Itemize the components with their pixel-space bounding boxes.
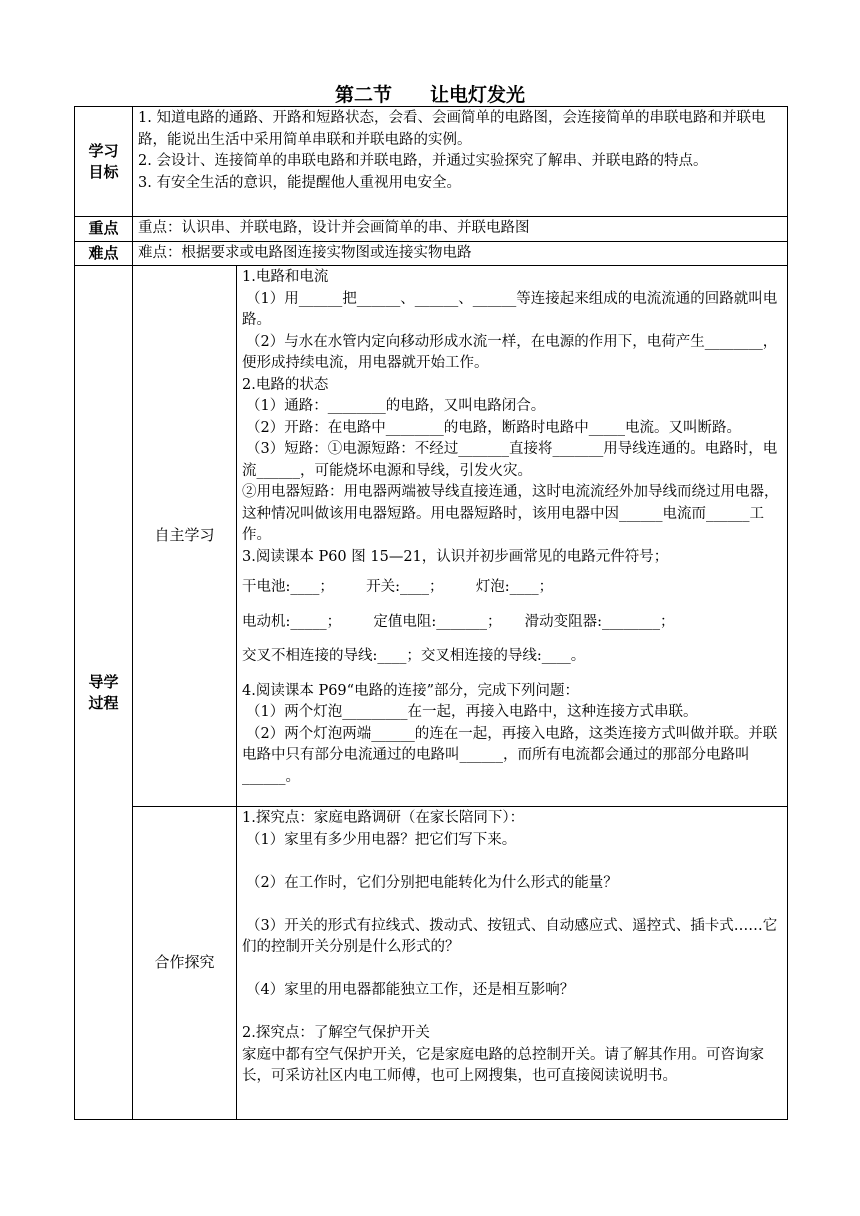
section-2-heading: 2.电路的状态 xyxy=(242,376,329,393)
cooperation-label: 合作探究 xyxy=(133,807,237,1120)
section-3-heading: 3.阅读课本 P60 图 15—21，认识并初步画常见的电路元件符号； xyxy=(242,548,669,565)
key-point-label: 重点 xyxy=(75,217,133,242)
difficulty-label: 难点 xyxy=(75,241,133,266)
inquiry-2-heading: 2.探究点：了解空气保护开关 xyxy=(242,1025,430,1041)
objectives-content xyxy=(133,107,788,217)
question-1-1: （1）用______把______、______、______等连接起来组成的电流流通的回路就叫电路。 xyxy=(242,290,778,328)
inquiry-1-q2: （2）在工作时，它们分别把电能转化为什么形式的能量？ xyxy=(246,874,618,891)
inquiry-1-q1: （1）家里有多少用电器？把它们写下来。 xyxy=(246,831,517,848)
inquiry-2-text: 家庭中都有空气保护开关，它是家庭电路的总控制开关。请了解其作用。可咨询家长，可采访社区内电工师傅，也可上网搜集，也可直接阅读说明书。 xyxy=(242,1046,764,1084)
question-2-1: （1）通路：________的电路，又叫电路闭合。 xyxy=(246,398,546,414)
objective-2: 2. 会设计、连接简单的串联电路和并联电路，并通过实验探究了解串、并联电路的特点。 xyxy=(138,153,708,169)
question-4-1: （1）两个灯泡_________在一起，再接入电路中，这种连接方式串联。 xyxy=(246,704,698,720)
symbol-line-2: 电动机:_____； 定值电阻:_______； 滑动变阻器:________； xyxy=(242,613,675,630)
difficulty-text: 难点：根据要求或电路图连接实物图或连接实物电路 xyxy=(133,241,788,266)
self-study-content xyxy=(237,266,788,807)
symbol-line-3: 交叉不相连接的导线:____；交叉相连接的导线:____。 xyxy=(242,648,586,664)
key-point-text: 重点：认识串、并联电路，设计并会画简单的串、并联电路图 xyxy=(133,217,788,242)
question-2-3: （3）短路：①电源短路：不经过_______直接将_______用导线连通的。电路时，电流______，可能烧坏电源和导线，引发火灾。 xyxy=(242,441,778,479)
symbol-line-1: 干电池:____； 开关:____； 灯泡:____； xyxy=(242,579,554,595)
page-title: 第二节 让电灯发光 xyxy=(334,84,525,106)
section-1-heading: 1.电路和电流 xyxy=(242,269,329,285)
process-label: 导学 过程 xyxy=(75,266,133,1120)
study-guide-table xyxy=(74,106,788,1120)
self-study-label: 自主学习 xyxy=(133,266,237,807)
inquiry-1-q3: （3）开关的形式有拉线式、拨动式、按钮式、自动感应式、遥控式、插卡式……它们的控制开关分别是什么形式的？ xyxy=(242,917,778,955)
question-2-4: ②用电器短路：用电器两端被导线直接连通，这时电流流经外加导线而绕过用电器，这种情况叫做该用电器短路。用电器短路时，该用电器中因______电流而______工作。 xyxy=(242,484,779,543)
question-4-2: （2）两个灯泡两端______的连在一起，再接入电路，这类连接方式叫做并联。并联电路中只有部分电流通过的电路叫______，而所有电流都会通过的那部分电路叫______。 xyxy=(242,725,778,785)
cooperation-content xyxy=(237,807,788,1120)
inquiry-1-heading: 1.探究点：家庭电路调研（在家长陪同下）： xyxy=(242,810,525,826)
objective-3: 3. 有安全生活的意识，能提醒他人重视用电安全。 xyxy=(138,174,461,191)
question-1-2: （2）与水在水管内定向移动形成水流一样，在电源的作用下，电荷产生________，便形成持续电流，用电器就开始工作。 xyxy=(242,333,778,371)
section-4-heading: 4.阅读课本 P69“电路的连接”部分，完成下列问题： xyxy=(242,682,579,699)
self-study-row xyxy=(75,266,788,807)
question-2-2: （2）开路：在电路中________的电路，断路时电路中_____电流。又叫断路。 xyxy=(246,419,741,436)
inquiry-1-q4: （4）家里的用电器都能独立工作，还是相互影响？ xyxy=(246,982,575,998)
objectives-row xyxy=(75,107,788,217)
key-point-row xyxy=(75,217,788,242)
cooperation-row xyxy=(75,807,788,1120)
objectives-label: 学习 目标 xyxy=(75,107,133,217)
difficulty-row xyxy=(75,241,788,266)
objective-1: 1. 知道电路的通路、开路和短路状态，会看、会画简单的电路图，会连接简单的串联电路和并联电路，能说出生活中采用简单串联和并联电路的实例。 xyxy=(138,110,766,148)
